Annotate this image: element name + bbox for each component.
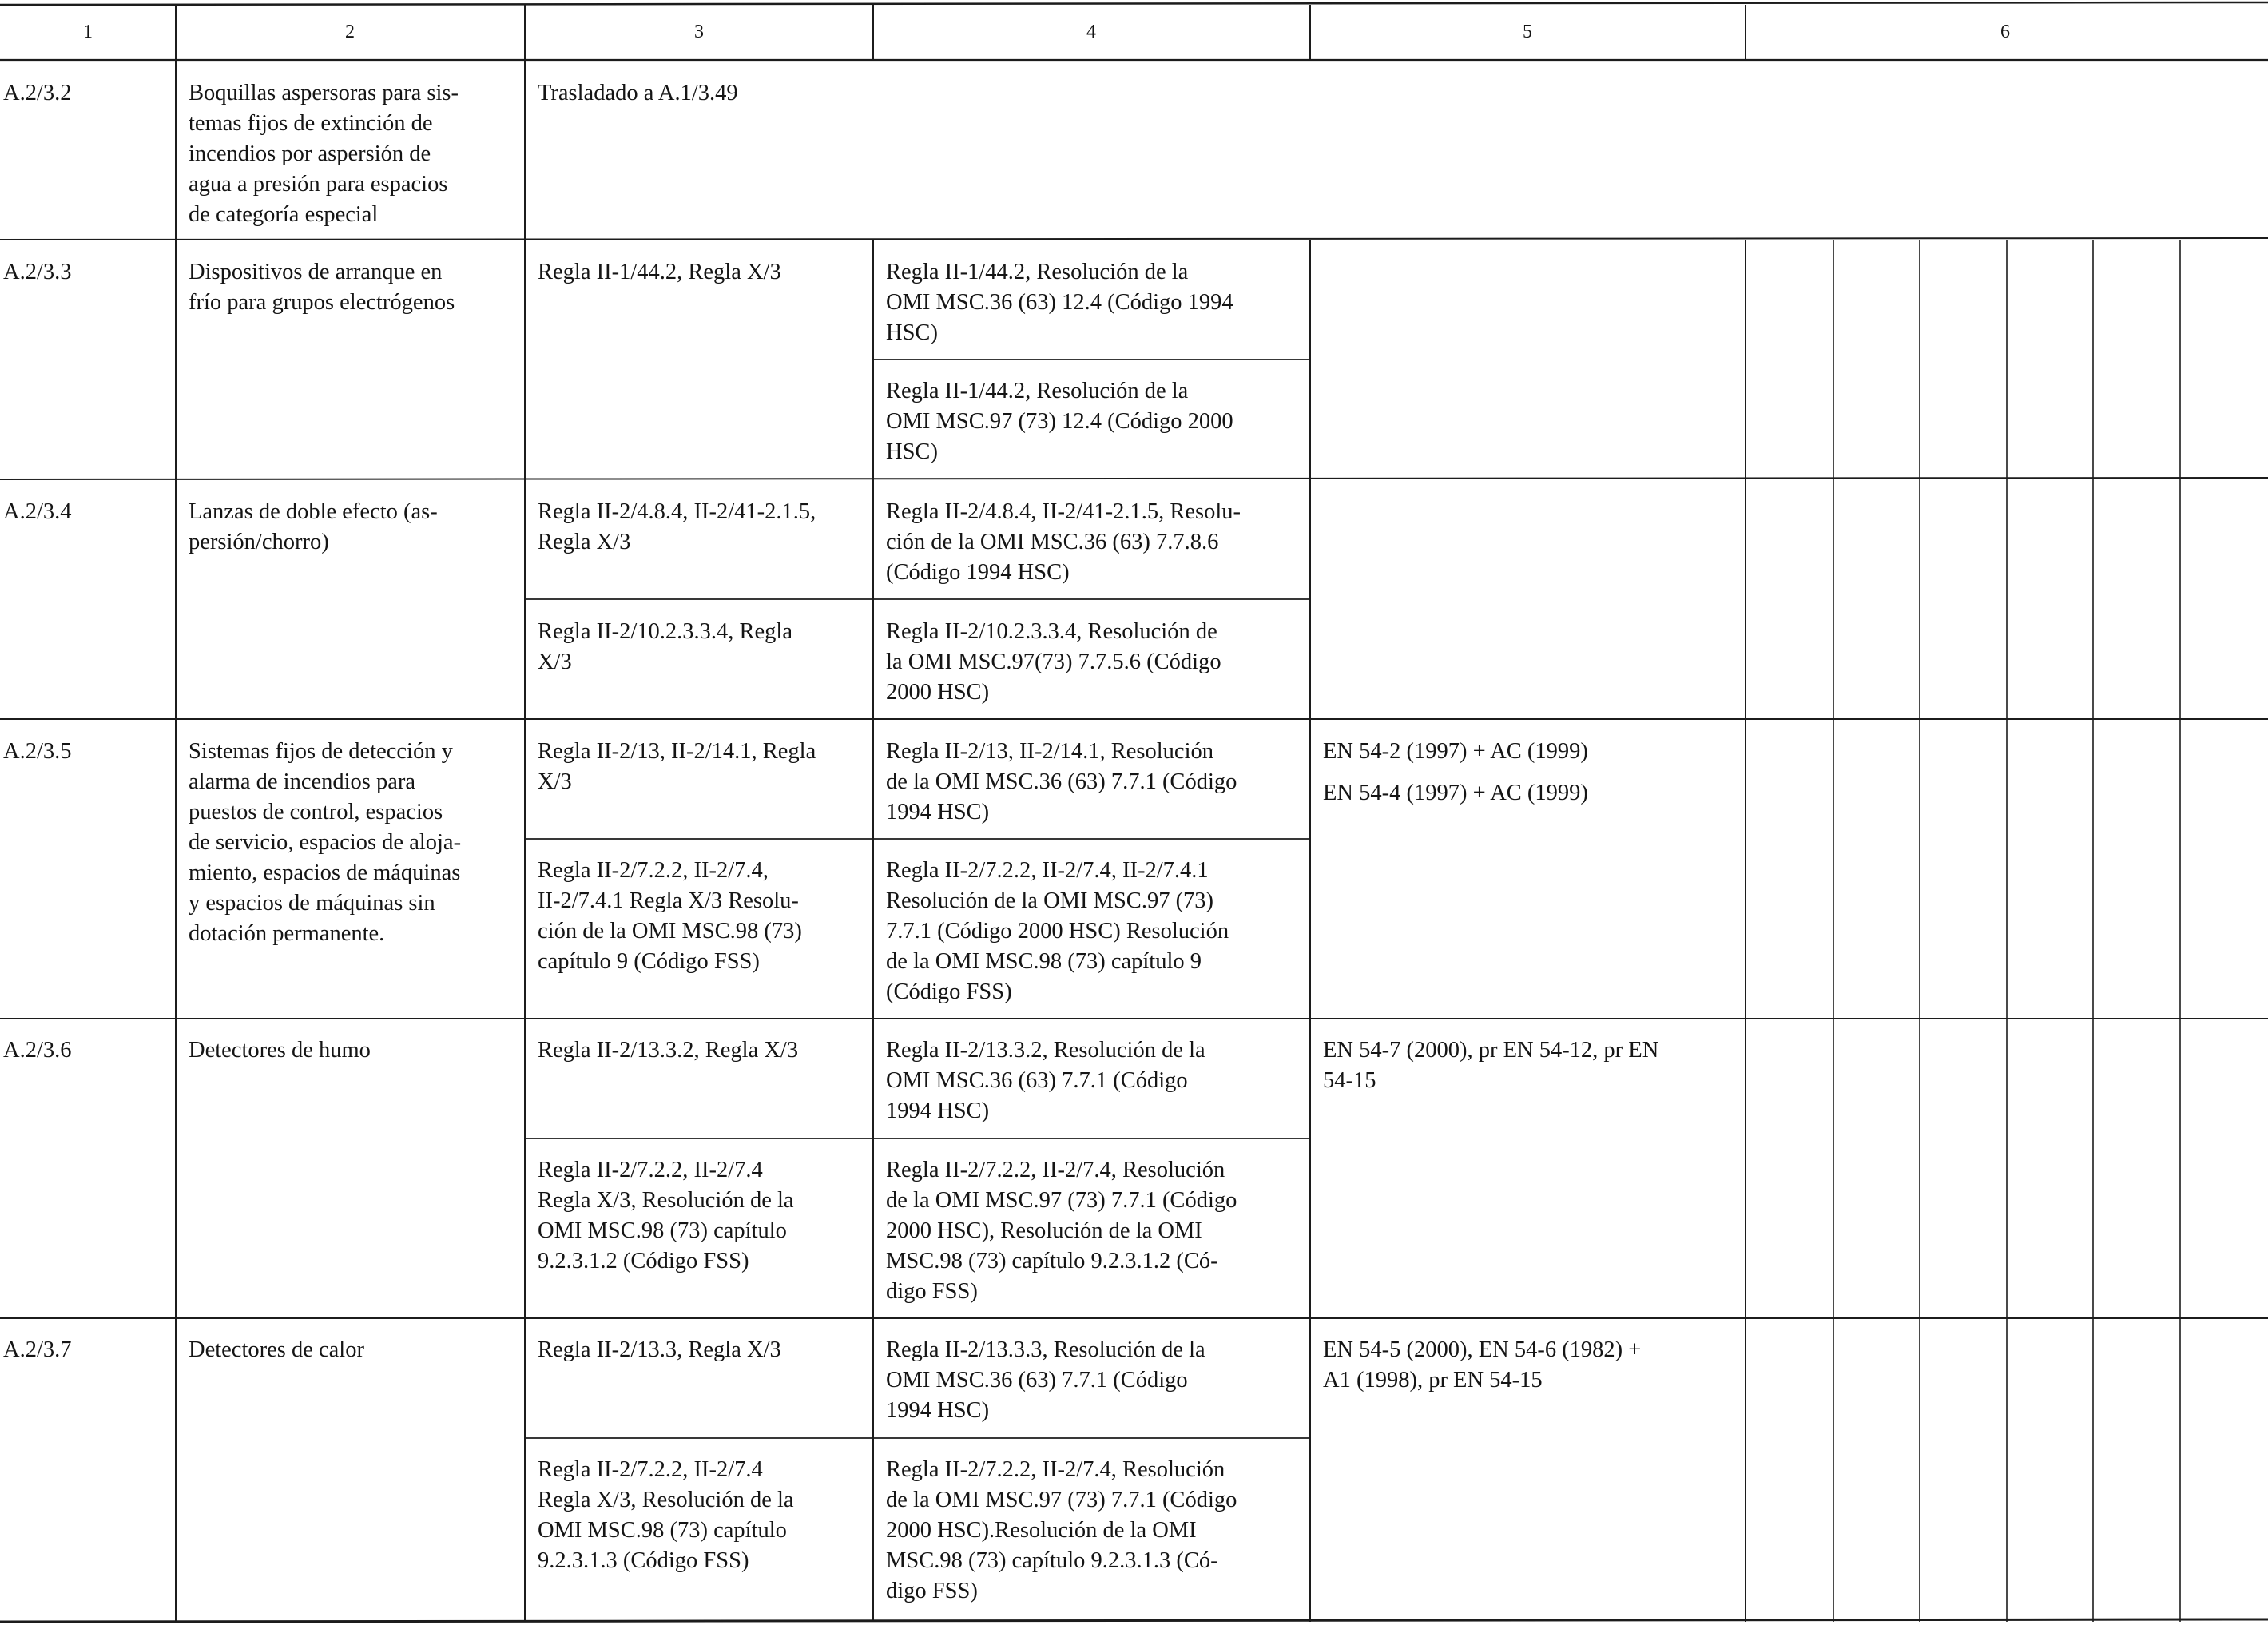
row-code: A.2/3.2 — [3, 81, 72, 105]
col4-regulation: Regla II-1/44.2, Resolución de la OMI MSC.36 (63) 12.4 (Código 1994 HSC) — [886, 260, 1233, 345]
col4-regulation: Regla II-2/4.8.4, II-2/41-2.1.5, Resolu- ción de la OMI MSC.36 (63) 7.7.8.6 (Código 1994 HSC) — [886, 499, 1241, 585]
row-item-description: Detectores de calor — [189, 1337, 364, 1362]
col3-regulation: Regla II-2/7.2.2, II-2/7.4 Regla X/3, Resolución de la OMI MSC.98 (73) capítulo 9.2.3.1.2 (Código FSS) — [538, 1158, 794, 1273]
col5-standard: EN 54-2 (1997) + AC (1999) — [1323, 739, 1588, 764]
row-code: A.2/3.4 — [3, 499, 72, 524]
col3-regulation: Regla II-2/10.2.3.3.4, Regla X/3 — [538, 619, 792, 674]
header-col-6: 6 — [2000, 22, 2010, 42]
col3-regulation: Regla II-2/7.2.2, II-2/7.4 Regla X/3, Resolución de la OMI MSC.98 (73) capítulo 9.2.3.1.3 (Código FSS) — [538, 1457, 794, 1573]
col5-standard: EN 54-5 (2000), EN 54-6 (1982) + A1 (1998), pr EN 54-15 — [1323, 1337, 1642, 1393]
header-col-4: 4 — [1086, 22, 1096, 42]
col3-regulation: Regla II-2/13.3.2, Regla X/3 — [538, 1038, 799, 1063]
col3-regulation: Regla II-2/13.3, Regla X/3 — [538, 1337, 781, 1362]
col3-regulation: Regla II-2/4.8.4, II-2/41-2.1.5, Regla X/3 — [538, 499, 816, 554]
col4-regulation: Regla II-2/10.2.3.3.4, Resolución de la OMI MSC.97(73) 7.7.5.6 (Código 2000 HSC) — [886, 619, 1221, 705]
row-code: A.2/3.7 — [3, 1337, 72, 1362]
col4-regulation: Regla II-2/13, II-2/14.1, Resolución de la OMI MSC.36 (63) 7.7.1 (Código 1994 HSC) — [886, 739, 1237, 824]
col4-regulation: Regla II-2/7.2.2, II-2/7.4, Resolución de la OMI MSC.97 (73) 7.7.1 (Código 2000 HSC).Resolución de la OMI MSC.98 (73) capítulo 9.2.3.1.3 (Có- digo FSS) — [886, 1457, 1237, 1603]
header-col-5: 5 — [1523, 22, 1532, 42]
row-item-description: Dispositivos de arranque en frío para grupos electrógenos — [189, 260, 455, 315]
row-code: A.2/3.5 — [3, 739, 72, 764]
col4-regulation: Regla II-2/7.2.2, II-2/7.4, II-2/7.4.1 Resolución de la OMI MSC.97 (73) 7.7.1 (Código 2000 HSC) Resolución de la OMI MSC.98 (73) capítulo 9 (Código FSS) — [886, 858, 1229, 1004]
row-code: A.2/3.3 — [3, 260, 72, 284]
header-col-2: 2 — [345, 22, 355, 42]
col3-regulation: Regla II-2/13, II-2/14.1, Regla X/3 — [538, 739, 816, 794]
col4-regulation: Regla II-1/44.2, Resolución de la OMI MSC.97 (73) 12.4 (Código 2000 HSC) — [886, 379, 1233, 464]
col3-regulation: Regla II-2/7.2.2, II-2/7.4, II-2/7.4.1 Regla X/3 Resolu- ción de la OMI MSC.98 (73) capítulo 9 (Código FSS) — [538, 858, 802, 974]
row-item-description: Sistemas fijos de detección y alarma de incendios para puestos de control, espacios de servicio, espacios de aloja- miento, espacios de máquinas y espacios de máquinas sin dotación permanente. — [189, 739, 462, 946]
row-item-description: Boquillas aspersoras para sis- temas fijos de extinción de incendios por aspersión de agua a presión para espacios de categoría especial — [189, 81, 459, 227]
row-code: A.2/3.6 — [3, 1038, 72, 1063]
row-moved-note: Trasladado a A.1/3.49 — [538, 81, 738, 105]
row-item-description: Lanzas de doble efecto (as- persión/chorro) — [189, 499, 438, 554]
row-item-description: Detectores de humo — [189, 1038, 371, 1063]
col5-standard: EN 54-7 (2000), pr EN 54-12, pr EN 54-15 — [1323, 1038, 1659, 1093]
col4-regulation: Regla II-2/13.3.3, Resolución de la OMI MSC.36 (63) 7.7.1 (Código 1994 HSC) — [886, 1337, 1205, 1423]
col5-standard: EN 54-4 (1997) + AC (1999) — [1323, 781, 1588, 805]
header-col-3: 3 — [694, 22, 704, 42]
col4-regulation: Regla II-2/7.2.2, II-2/7.4, Resolución de la OMI MSC.97 (73) 7.7.1 (Código 2000 HSC), Resolución de la OMI MSC.98 (73) capítulo 9.2.3.1.2 (Có- digo FSS) — [886, 1158, 1237, 1304]
col3-regulation: Regla II-1/44.2, Regla X/3 — [538, 260, 781, 284]
header-col-1: 1 — [83, 22, 93, 42]
col4-regulation: Regla II-2/13.3.2, Resolución de la OMI MSC.36 (63) 7.7.1 (Código 1994 HSC) — [886, 1038, 1205, 1123]
